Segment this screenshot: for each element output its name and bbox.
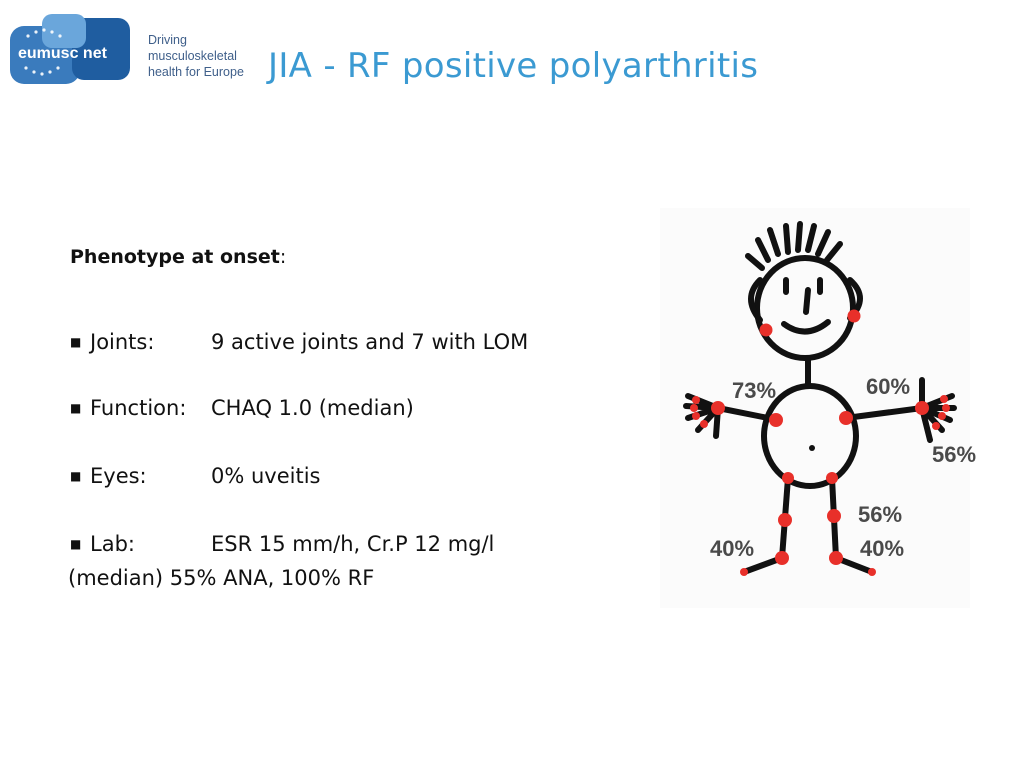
left-hand-percent: 56% xyxy=(932,442,977,467)
phenotype-heading-colon: : xyxy=(279,246,287,268)
left-knee-percent: 56% xyxy=(858,502,903,527)
logo-tagline xyxy=(148,32,258,80)
lab-label: Lab: xyxy=(90,532,135,556)
lab-value: ESR 15 mm/h, Cr.P 12 mg/l xyxy=(211,532,495,556)
logo-mark xyxy=(8,10,143,88)
bullet-icon: ■ xyxy=(70,335,82,349)
stick-figure xyxy=(660,208,970,608)
phenotype-heading xyxy=(70,246,286,268)
bullet-icon: ■ xyxy=(70,469,82,483)
slide-title: JIA - RF positive polyarthritis xyxy=(268,46,759,86)
logo-tagline-line-2: health for Europe xyxy=(148,65,244,79)
logo-tagline-line-1: Driving musculoskeletal xyxy=(148,33,237,63)
joints-label: Joints: xyxy=(90,330,155,354)
bullet-icon: ■ xyxy=(70,401,82,415)
left-shoulder-percent: 60% xyxy=(866,374,911,399)
function-value: CHAQ 1.0 (median) xyxy=(211,396,414,420)
eyes-item xyxy=(70,464,321,488)
left-ankle-percent: 40% xyxy=(860,536,905,561)
joints-item xyxy=(70,330,529,354)
eyes-value: 0% uveitis xyxy=(211,464,321,488)
lab-item xyxy=(70,532,495,556)
right-ankle-percent: 40% xyxy=(710,536,755,561)
joint-involvement-figure xyxy=(660,208,977,608)
eyes-label: Eyes: xyxy=(90,464,147,488)
joints-value: 9 active joints and 7 with LOM xyxy=(211,330,529,354)
logo-text: eumusc net xyxy=(18,45,107,62)
lab-continuation: (median) 55% ANA, 100% RF xyxy=(68,566,375,590)
function-label: Function: xyxy=(90,396,187,420)
right-shoulder-percent: 73% xyxy=(732,378,777,403)
bullet-icon: ■ xyxy=(70,537,82,551)
function-item xyxy=(70,396,414,420)
eumusc-logo xyxy=(8,10,258,90)
phenotype-heading-label: Phenotype at onset xyxy=(70,246,280,268)
